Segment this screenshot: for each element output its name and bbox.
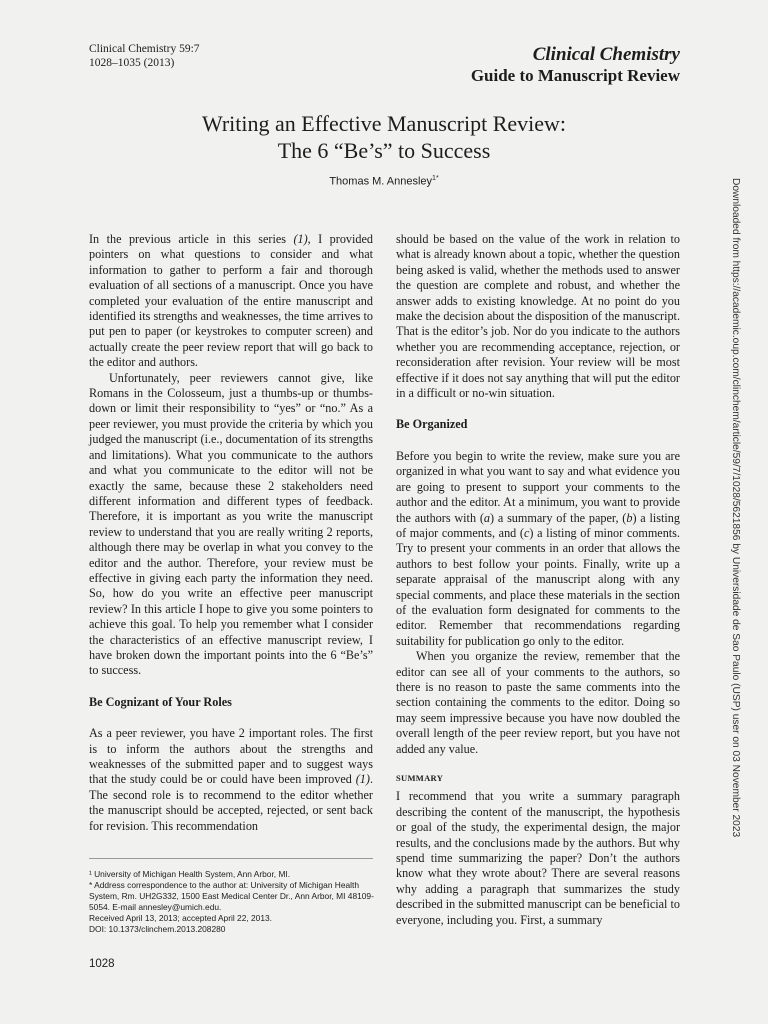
paragraph bbox=[89, 232, 373, 371]
text-span: , I provided pointers on what questions to consider and what information to gather to perform a fair and thorough evaluation of all sections of a manuscript. Once you have completed your evaluation of the entire manuscript and identified its strengths and weaknesses, the time arrives to put pen to paper (or keystrokes to computer screen) and actually create the peer review report that will go back to the editor and authors. bbox=[89, 232, 373, 370]
left-column bbox=[89, 232, 373, 834]
text-span: Before you begin to write the review, make sure you are organized in what you want to say and what evidence you are going to present to support your comments to the author and the editor. At a minimum, you want to provide the authors with ( bbox=[396, 448, 680, 525]
download-watermark bbox=[725, 178, 745, 968]
journal-brand bbox=[471, 44, 680, 86]
section-heading: Be Cognizant of Your Roles bbox=[89, 694, 232, 709]
title-line-2: The 6 “Be’s” to Success bbox=[277, 138, 491, 163]
paragraph: should be based on the value of the work in relation to what is already known about a topic, whether the question being asked is valid, whether the methods used to answer the question are complete and robust, and whether the answer adds to existing knowledge. At no point do you make the decision about the disposition of the manuscript. That is the editor’s job. Nor do you indicate to the authors whether you are recommending acceptance, rejection, or reconsideration after revision. Your review will be most effective if it does not say anything that will put the editor in a difficult or no-win situation. bbox=[396, 232, 680, 401]
author-name: Thomas M. Annesley bbox=[329, 175, 433, 188]
doi[interactable]: DOI: 10.1373/clinchem.2013.208280 bbox=[89, 924, 226, 934]
footnote-divider bbox=[89, 858, 373, 859]
journal-citation bbox=[89, 42, 200, 70]
section-heading: Be Organized bbox=[396, 417, 468, 432]
footnote-affiliation: ¹ University of Michigan Health System, Ann Arbor, MI. bbox=[89, 869, 291, 879]
text-span: As a peer reviewer, you have 2 important roles. The first is to inform the authors about the strengths and weaknesses of the submitted paper and to suggest ways that the study could be or could have been improved bbox=[89, 726, 373, 787]
brand-subtitle: Guide to Manuscript Review bbox=[470, 66, 680, 85]
author-line bbox=[0, 175, 768, 188]
list-letter: a bbox=[483, 510, 490, 525]
reference-link[interactable]: (1) bbox=[355, 772, 370, 787]
list-letter: b bbox=[626, 510, 633, 525]
brand-name: Clinical Chemistry bbox=[532, 44, 680, 65]
footnotes bbox=[89, 869, 379, 935]
paragraph: I recommend that you write a summary paragraph describing the content of the manuscript, the hypothesis or goal of the study, the experimental design, the major results, and the conclusions made by the authors. But why spend time summarizing the paper? Don’t the authors know what they wrote about? There are several reasons why adding a paragraph that summarizes the study described in the submitted manuscript can be beneficial to everyone, including you. First, a summary bbox=[396, 789, 680, 927]
list-letter: c bbox=[523, 525, 530, 540]
text-span: ) a summary of the paper, ( bbox=[490, 510, 627, 525]
article-title bbox=[0, 110, 768, 164]
paragraph: When you organize the review, remember that the editor can see all of your comments to the authors, so there is no reason to paste the same comments into the section containing the comments to the editor. Doing so may seem impressive because you have now doubled the overall length of the peer review report, but you have not added any value. bbox=[396, 649, 680, 756]
paragraph bbox=[89, 726, 373, 834]
paragraph: Unfortunately, peer reviewers cannot give, like Romans in the Colosseum, just a thumbs-up or thumbs-down or limit their responsibility to “yes” or “no.” As a peer reviewer, you must provide the criteria by which you judged the manuscript (i.e., documentation of its strengths and limitations). What you communicate to the authors and what you communicate to the editor will not be exactly the same, because these 2 stakeholders need different information and different types of feedback. Therefore, it is important as you write the manuscript review to understand that you are really writing 2 reports, although there may be overlap in what you convey to the editor and the author. Therefore, your review must be effective in giving each party the information they need. So, how do you write an effective peer manuscript review? In this article I hope to give you some pointers to achieve this goal. To help you remember what I consider the characteristics of an effective manuscript review, I have broken down the important points into the 6 “Be’s” to success. bbox=[89, 370, 373, 678]
received-dates: Received April 13, 2013; accepted April 22, 2013. bbox=[89, 913, 272, 923]
reference-link[interactable]: (1) bbox=[293, 232, 308, 246]
text-span: In the previous article in this series bbox=[89, 232, 294, 246]
text-span: ) a listing of major comments, and ( bbox=[396, 510, 680, 540]
text-span: . The second role is to recommend to the editor whether the manuscript should be accepted, rejected, or sent back for revision. This recommendation bbox=[89, 772, 373, 833]
page-number: 1028 bbox=[89, 958, 115, 970]
paragraph bbox=[396, 449, 680, 649]
title-line-1: Writing an Effective Manuscript Review: bbox=[201, 111, 567, 136]
journal-volume: Clinical Chemistry 59:7 bbox=[89, 43, 200, 55]
text-span: ) a listing of minor comments. Try to present your comments in an order that allows the authors to best follow your points. Finally, write up a separate appraisal of the manuscript along with any special comments, and place these materials in the section of the evaluation form designated for comments to the editor. Remember that recommendations regarding suitability for publication go only to the editor. bbox=[396, 525, 680, 648]
author-affiliation-marks: 1* bbox=[432, 175, 439, 182]
right-column bbox=[396, 232, 680, 928]
download-note-text: Downloaded from https://academic.oup.com/clinchem/article/59/7/1028/5621856 by Universidade de Sao Paulo (USP) user on 03 November 2023 bbox=[730, 178, 741, 838]
footnote-correspondence: * Address correspondence to the author at: University of Michigan Health System, Rm. UH2G332, 1500 East Medical Center Dr., Ann Arbor, MI 48109-5054. E-mail annesley@umich.edu. bbox=[89, 880, 374, 912]
subsection-heading: SUMMARY bbox=[396, 773, 444, 783]
journal-pages: 1028–1035 (2013) bbox=[89, 57, 175, 69]
